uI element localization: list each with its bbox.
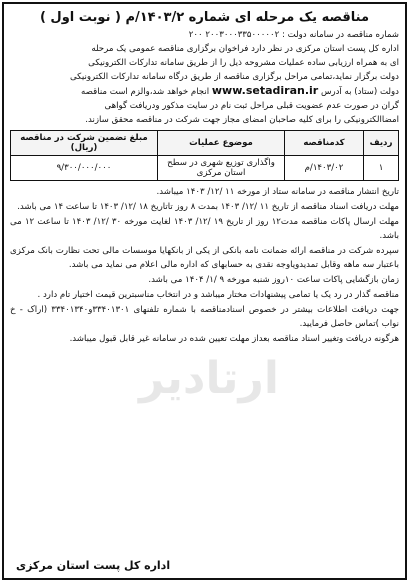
cell-row-number: ۱ bbox=[364, 156, 399, 181]
document-deadline: مهلت دریافت اسناد مناقصه از تاریخ ۱۱ /۱۲/ ۱۴۰۳ بمدت ۸ روز تاتاریخ ۱۸ /۱۲/ ۱۴۰۳ تا ساعت ۱۴ می باشد. bbox=[17, 202, 399, 212]
submission-deadline: مهلت ارسال پاکات مناقصه مدت۱۲ روز از تاریخ ۱۹ /۱۲/ ۱۴۰۳ لغایت مورخه ۳۰ /۱۲/ ۱۴۰۳ تا ساعت ۱۲ می باشد. bbox=[10, 217, 399, 241]
watermark: ارتادیر bbox=[139, 353, 279, 404]
tender-table bbox=[10, 130, 399, 181]
notice-body bbox=[4, 4, 405, 346]
rejection-rights: مناقصه گذار در رد یک یا تمامی پیشنهادات مختار میباشد و در انتخاب مناسبترین قیمت اختیار تام دارد . bbox=[37, 290, 399, 300]
intro-line-6: امضاالکترونیکی را برای کلیه صاحبان امضای مجاز جهت شرکت در مناقصه محقق سازند. bbox=[85, 115, 399, 125]
opening-time: زمان بازگشایی پاکات ساعت ۱۰روز شنبه مورخه ۹ /۱/ ۱۴۰۴ می باشد. bbox=[148, 275, 399, 285]
cell-tender-code: ۱۴۰۳/۰۲/م bbox=[285, 156, 364, 181]
col-subject: موضوع عملیات bbox=[158, 131, 285, 156]
intro-line-5: گران در صورت عدم عضویت قبلی مراحل ثبت نام در سایت مذکور ودریافت گواهی bbox=[104, 101, 399, 111]
table-row bbox=[11, 156, 399, 181]
footer-signature: اداره کل پست استان مرکزی bbox=[16, 559, 171, 572]
publish-date: تاریخ انتشار مناقصه در سامانه ستاد از مورخه ۱۱ /۱۲/ ۱۴۰۳ میباشد. bbox=[156, 187, 399, 197]
late-changes-note: هرگونه دریافت وتغییر اسناد مناقصه بعداز مهلت تعیین شده در سامانه غیر قابل قبول میباشد. bbox=[69, 334, 399, 344]
table-header-row bbox=[11, 131, 399, 156]
setad-number: شماره مناقصه در سامانه دولت : ۲۰۰۳۰۰۰۳۳۵۰۰۰۰۰۲ ۲۰۰ bbox=[188, 30, 399, 40]
cell-subject: واگذاری توزیع شهری در سطح استان مرکزی bbox=[158, 156, 285, 181]
intro-line-3: دولت برگزار نماید،تمامی مراحل برگزاری مناقصه از طریق درگاه سامانه تدارکات الکترونیکی bbox=[69, 72, 399, 82]
intro-line-4 bbox=[10, 84, 399, 99]
col-row-number: ردیف bbox=[364, 131, 399, 156]
intro-line-4-start: دولت (ستاد) به آدرس bbox=[320, 87, 399, 97]
notice-frame bbox=[2, 2, 407, 580]
website-link[interactable]: www.setadiran.ir bbox=[211, 84, 319, 97]
col-tender-code: کدمناقصه bbox=[285, 131, 364, 156]
intro-line-2: ای به همراه ارزیابی ساده عملیات مشروحه ذیل را از طریق سامانه تدارکات الکترونیکی bbox=[88, 58, 399, 68]
notice-title: مناقصه یک مرحله ای شماره ۱۴۰۳/۲/م ( نوبت اول ) bbox=[39, 10, 370, 25]
intro-line-1: اداره کل پست استان مرکزی در نظر دارد فراخوان برگزاری مناقصه عمومی یک مرحله bbox=[91, 44, 399, 54]
cell-guarantee: ۹/۳۰۰/۰۰۰/۰۰۰ bbox=[11, 156, 158, 181]
col-guarantee: مبلغ تضمین شرکت در مناقصه (ریال) bbox=[11, 131, 158, 156]
guarantee-terms: سپرده شرکت در مناقصه ارائه ضمانت نامه بانکی از یکی از بانکهایا موسسات مالی تحت نظارت بانک مرکزی باعتبار سه ماهه وقابل تمدیدویاوجه نقدی به حسابهای که اداره مالی اعلام می نماید می باشد. bbox=[10, 246, 399, 270]
intro-line-4-end: انجام خواهد شد،والزم است مناقصه bbox=[81, 87, 210, 97]
contact-info: جهت دریافت اطلاعات بیشتر در خصوص اسنادمناقصه با شماره تلفنهای ۳۳۴۰۱۳۰۱و۳۳۴۰۱۳۴۰ (اراک - خ نواب )تماس حاصل فرمایید. bbox=[10, 305, 399, 329]
